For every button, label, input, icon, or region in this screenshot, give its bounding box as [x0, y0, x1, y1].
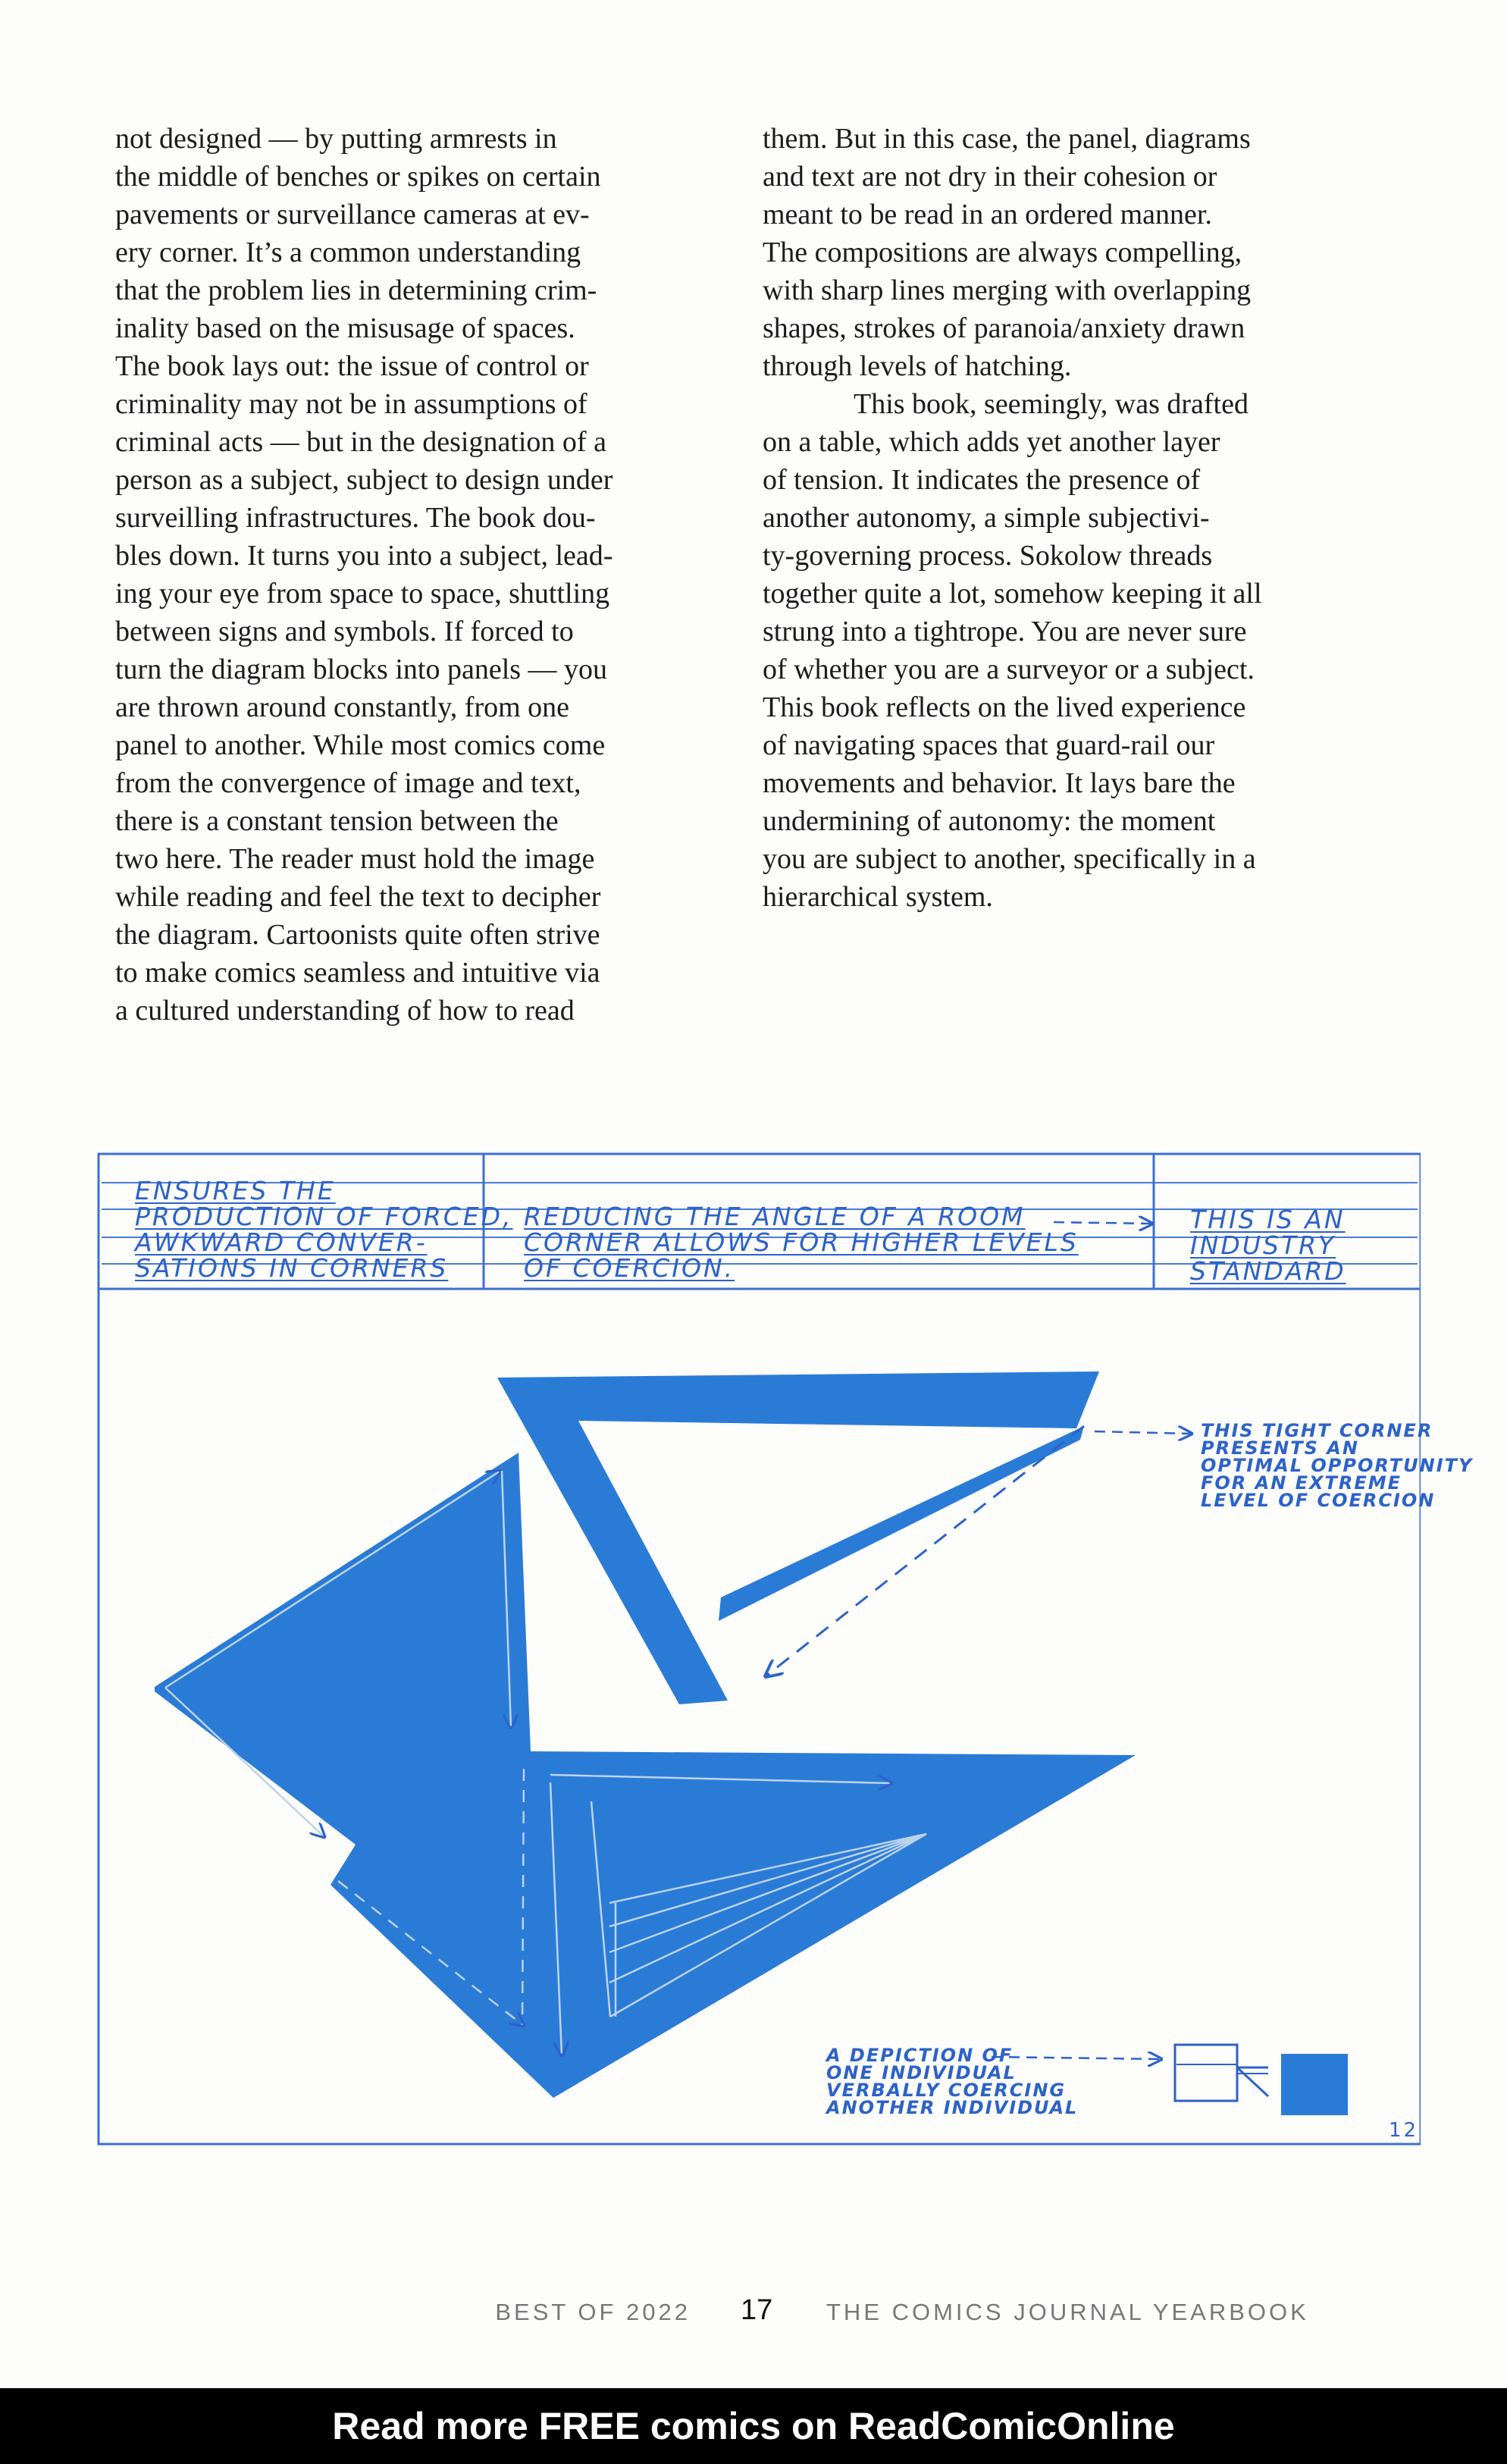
text-line: another autonomy, a simple subjectivi-	[763, 502, 1210, 534]
depiction-note	[826, 2047, 1078, 2117]
footer-page-number: 17	[741, 2294, 773, 2326]
handwritten-line: PRESENTS AN	[1201, 1437, 1359, 1459]
right-paragraph-1	[763, 120, 1369, 385]
handwritten-line: OPTIMAL OPPORTUNITY	[1201, 1455, 1474, 1476]
text-line: you are subject to another, specifically in a	[763, 843, 1256, 875]
text-line: bles down. It turns you into a subject, lead-	[115, 540, 613, 572]
left-paragraph	[115, 120, 722, 1030]
text-line: the middle of benches or spikes on certain	[115, 161, 601, 193]
text-line: hierarchical system.	[763, 881, 993, 913]
text-line: of tension. It indicates the presence of	[763, 464, 1201, 496]
header-middle-note	[524, 1204, 1079, 1281]
header-right-note	[1190, 1207, 1346, 1284]
handwritten-line: PRODUCTION OF FORCED,	[135, 1202, 513, 1231]
text-line: together quite a lot, somehow keeping it all	[763, 578, 1262, 610]
text-line: the diagram. Cartoonists quite often strive	[115, 919, 600, 951]
handwritten-line: REDUCING THE ANGLE OF A ROOM	[524, 1202, 1026, 1231]
handwritten-line: VERBALLY COERCING	[826, 2080, 1067, 2101]
text-line: panel to another. While most comics come	[115, 729, 606, 761]
text-line: there is a constant tension between the	[115, 805, 559, 837]
corner-note	[1201, 1422, 1473, 1509]
text-line: and text are not dry in their cohesion or	[763, 161, 1217, 193]
text-line: through levels of hatching.	[763, 350, 1072, 382]
text-line: The book lays out: the issue of control or	[115, 350, 589, 382]
header-left-note	[135, 1178, 513, 1281]
handwritten-line: THIS IS AN	[1190, 1205, 1346, 1234]
text-line: while reading and feel the text to decipher	[115, 881, 601, 913]
text-line: undermining of autonomy: the moment	[763, 805, 1216, 837]
text-line: that the problem lies in determining crim-	[115, 274, 597, 306]
text-line: movements and behavior. It lays bare the	[763, 767, 1236, 799]
text-line: ty-governing process. Sokolow threads	[763, 540, 1213, 572]
text-line: surveilling infrastructures. The book dou-	[115, 502, 596, 534]
text-line: pavements or surveillance cameras at ev-	[115, 199, 590, 230]
handwritten-line: FOR AN EXTREME	[1201, 1472, 1402, 1494]
text-line: from the convergence of image and text,	[115, 767, 581, 799]
upper-wedge-bar	[719, 1426, 1084, 1621]
handwritten-line: THIS TIGHT CORNER	[1201, 1420, 1433, 1441]
depiction-icon	[1175, 2045, 1348, 2115]
promo-banner[interactable]	[0, 2388, 1507, 2464]
handwritten-line: ONE INDIVIDUAL	[826, 2062, 1017, 2083]
handwritten-line: INDUSTRY	[1190, 1230, 1336, 1260]
text-line: criminality may not be in assumptions of	[115, 388, 587, 420]
text-line: a cultured understanding of how to read	[115, 995, 575, 1027]
handwritten-line: A DEPICTION OF	[826, 2045, 1014, 2066]
drawing-page-number: 12	[1389, 2119, 1419, 2142]
text-line: meant to be read in an ordered manner.	[763, 199, 1212, 230]
text-line: shapes, strokes of paranoia/anxiety drawn	[763, 312, 1245, 344]
text-line: This book, seemingly, was drafted	[854, 388, 1249, 420]
text-line: criminal acts — but in the designation of a	[115, 426, 606, 458]
text-line: turn the diagram blocks into panels — you	[115, 654, 608, 685]
footer-section-label: BEST OF 2022	[495, 2299, 691, 2325]
corner-leader-dashed	[766, 1426, 1084, 1676]
diagram-drawing	[97, 1149, 1421, 2149]
handwritten-line: ANOTHER INDIVIDUAL	[826, 2097, 1079, 2118]
right-paragraph-2	[763, 385, 1369, 916]
diagram-figure	[97, 1149, 1474, 2149]
text-line: person as a subject, subject to design under	[115, 464, 613, 496]
article-right-column	[763, 120, 1369, 916]
text-line: This book reflects on the lived experience	[763, 691, 1246, 723]
text-line: The compositions are always compelling,	[763, 237, 1242, 268]
text-line: to make comics seamless and intuitive via	[115, 957, 600, 989]
text-line: two here. The reader must hold the image	[115, 843, 595, 875]
text-line: between signs and symbols. If forced to	[115, 616, 574, 647]
handwritten-line: CORNER ALLOWS FOR HIGHER LEVELS	[524, 1227, 1079, 1257]
text-line: of whether you are a surveyor or a subject.	[763, 654, 1255, 685]
handwritten-line: SATIONS IN CORNERS	[135, 1253, 449, 1283]
handwritten-line: OF COERCION.	[524, 1253, 735, 1283]
handwritten-line: ENSURES THE	[135, 1176, 336, 1205]
handwritten-line: AWKWARD CONVER-	[135, 1227, 428, 1257]
text-line: strung into a tightrope. You are never sure	[763, 616, 1247, 647]
text-line: with sharp lines merging with overlapping	[763, 274, 1252, 306]
text-line: them. But in this case, the panel, diagrams	[763, 123, 1251, 155]
handwritten-line: LEVEL OF COERCION	[1201, 1490, 1436, 1511]
text-line: inality based on the misusage of spaces.	[115, 312, 575, 344]
article-left-column	[115, 120, 722, 1030]
text-line: of navigating spaces that guard-rail our	[763, 729, 1215, 761]
promo-banner-text[interactable]: Read more FREE comics on ReadComicOnline	[332, 2405, 1175, 2447]
corner-note-arrow	[1095, 1431, 1192, 1434]
text-line: not designed — by putting armrests in	[115, 123, 557, 155]
page-footer	[0, 2291, 1507, 2334]
upper-wedge-shape	[497, 1372, 1099, 1704]
text-line: ing your eye from space to space, shuttling	[115, 578, 610, 610]
footer-publication-title: THE COMICS JOURNAL YEARBOOK	[826, 2299, 1309, 2325]
text-line: on a table, which adds yet another layer	[763, 426, 1220, 458]
handwritten-line: STANDARD	[1190, 1256, 1346, 1286]
text-line: ery corner. It’s a common understanding	[115, 237, 581, 268]
text-line: are thrown around constantly, from one	[115, 691, 570, 723]
